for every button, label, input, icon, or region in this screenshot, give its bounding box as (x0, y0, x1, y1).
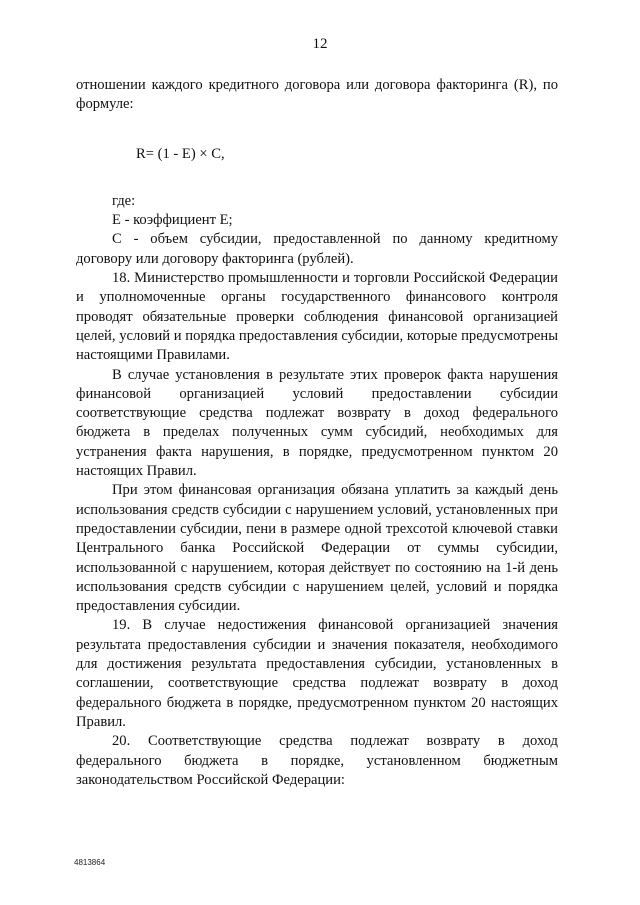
paragraph-19: 19. В случае недостижения финансовой организацией значения результата предоставления субсидии и значения показателя, необходимого для достижения результата предоставления субсидии, установленных в соглашении, соответствующие средства подлежат возврату в доход федерального бюджета в порядке, предусмотренном пунктом 20 настоящих Правил. (76, 617, 558, 730)
paragraph-18: 18. Министерство промышленности и торговли Российской Федерации и уполномоченные органы государственного финансового контроля проводят обязательные проверки соблюдения финансовой организацией целей, условий и порядка предоставления субсидии, которые предусмотрены настоящими Правилами. (76, 270, 558, 364)
formula: R= (1 - E) × C, (136, 145, 225, 162)
intro-paragraph: отношении каждого кредитного договора или договора факторинга (R), по формуле: (76, 77, 558, 113)
definition-e: E - коэффициент E; (112, 212, 233, 229)
document-body (76, 76, 558, 790)
document-code: 4813864 (74, 858, 106, 867)
paragraph-18-violation: В случае установления в результате этих проверок факта нарушения финансовой организацией условий предоставлении субсидии соответствующие средства подлежат возврату в доход федерального бюджета в пределах полученных сумм субсидий, необходимых для устранения факта нарушения, в порядке, предусмотренном пунктом 20 настоящих Правил. (76, 366, 558, 480)
paragraph-20: 20. Соответствующие средства подлежат возврату в доход федерального бюджета в порядке, установленном бюджетным законодательством Российской Федерации: (76, 733, 558, 788)
definition-c: C - объем субсидии, предоставленной по данному кредитному договору или договору факторинга (рублей). (76, 231, 558, 267)
page-number: 12 (312, 36, 328, 52)
where-label: где: (112, 192, 136, 209)
paragraph-18-penalty: При этом финансовая организация обязана уплатить за каждый день использования средств субсидии с нарушением условий, установленных при предоставлении субсидии, пени в размере одной трехсотой ключевой ставки Центрального банка Российской Федерации от суммы субсидии, использованной с нарушением, которая действует по состоянию на 1-й день использования средств субсидии с нарушением целей, условий и порядка предоставления субсидии. (76, 482, 558, 615)
